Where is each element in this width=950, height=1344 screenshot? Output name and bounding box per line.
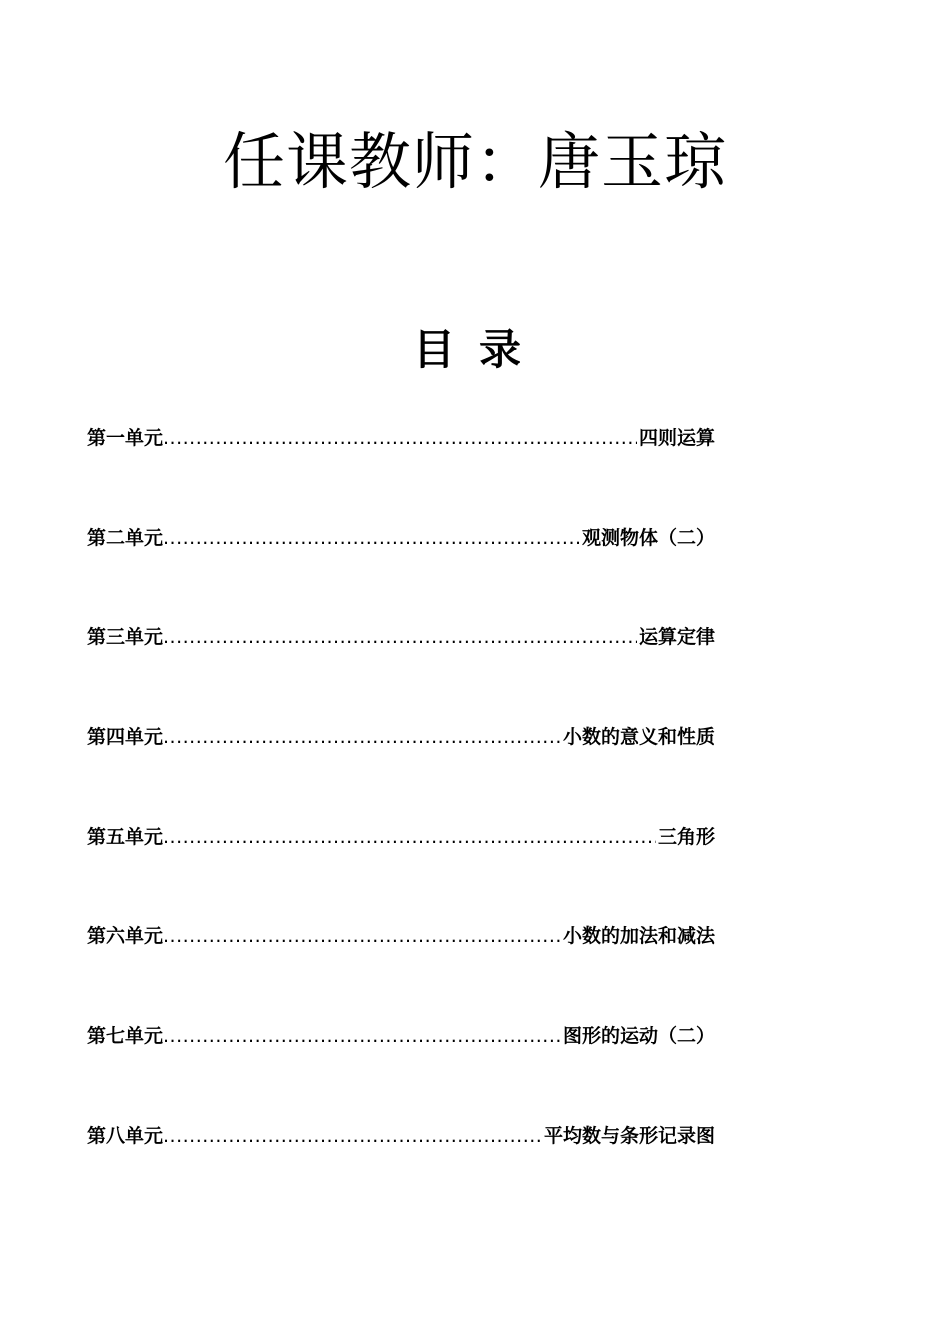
toc-title-char-1: 目	[412, 325, 455, 374]
toc-topic-label: 四则运算	[638, 427, 715, 449]
toc-unit-label: 第八单元	[87, 1124, 164, 1147]
toc-entry-unit-5	[87, 823, 715, 923]
toc-dot-leader	[163, 623, 637, 651]
toc-topic-label: 观测物体（二）	[581, 526, 715, 549]
toc-entry-unit-2	[87, 524, 715, 624]
toc-unit-label: 第三单元	[87, 626, 164, 649]
toc-unit-label: 第七单元	[87, 1025, 164, 1048]
toc-dot-leader	[163, 723, 561, 751]
toc-dot-leader	[163, 424, 637, 452]
toc-dot-leader	[163, 524, 580, 552]
toc-unit-label: 第二单元	[87, 526, 164, 549]
toc-unit-label: 第五单元	[87, 825, 164, 848]
toc-topic-label: 小数的加法和减法	[562, 925, 715, 948]
teacher-heading: 任课教师：唐玉琼	[222, 125, 727, 198]
toc-entry-unit-8	[87, 1122, 715, 1222]
toc-unit-label: 第六单元	[87, 925, 164, 948]
toc-entry-unit-4	[87, 723, 715, 823]
toc-unit-label: 第一单元	[87, 427, 164, 449]
toc-dot-leader	[163, 823, 656, 851]
toc-topic-label: 运算定律	[638, 626, 715, 649]
toc-entry-unit-3	[87, 623, 715, 723]
toc-topic-label: 图形的运动（二）	[562, 1025, 715, 1048]
toc-topic-label: 三角形	[657, 825, 715, 848]
toc-dot-leader	[163, 1022, 561, 1050]
toc-entry-unit-1	[87, 424, 715, 524]
toc-dot-leader	[163, 1122, 542, 1150]
toc-topic-label: 平均数与条形记录图	[543, 1124, 715, 1147]
toc-unit-label: 第四单元	[87, 726, 164, 749]
toc-entry-unit-7	[87, 1022, 715, 1122]
toc-dot-leader	[163, 922, 561, 950]
toc-topic-label: 小数的意义和性质	[562, 726, 715, 749]
toc-title-char-2: 录	[479, 325, 522, 374]
toc-entry-unit-6	[87, 922, 715, 1022]
toc-list	[87, 424, 715, 1222]
toc-title	[0, 322, 934, 378]
